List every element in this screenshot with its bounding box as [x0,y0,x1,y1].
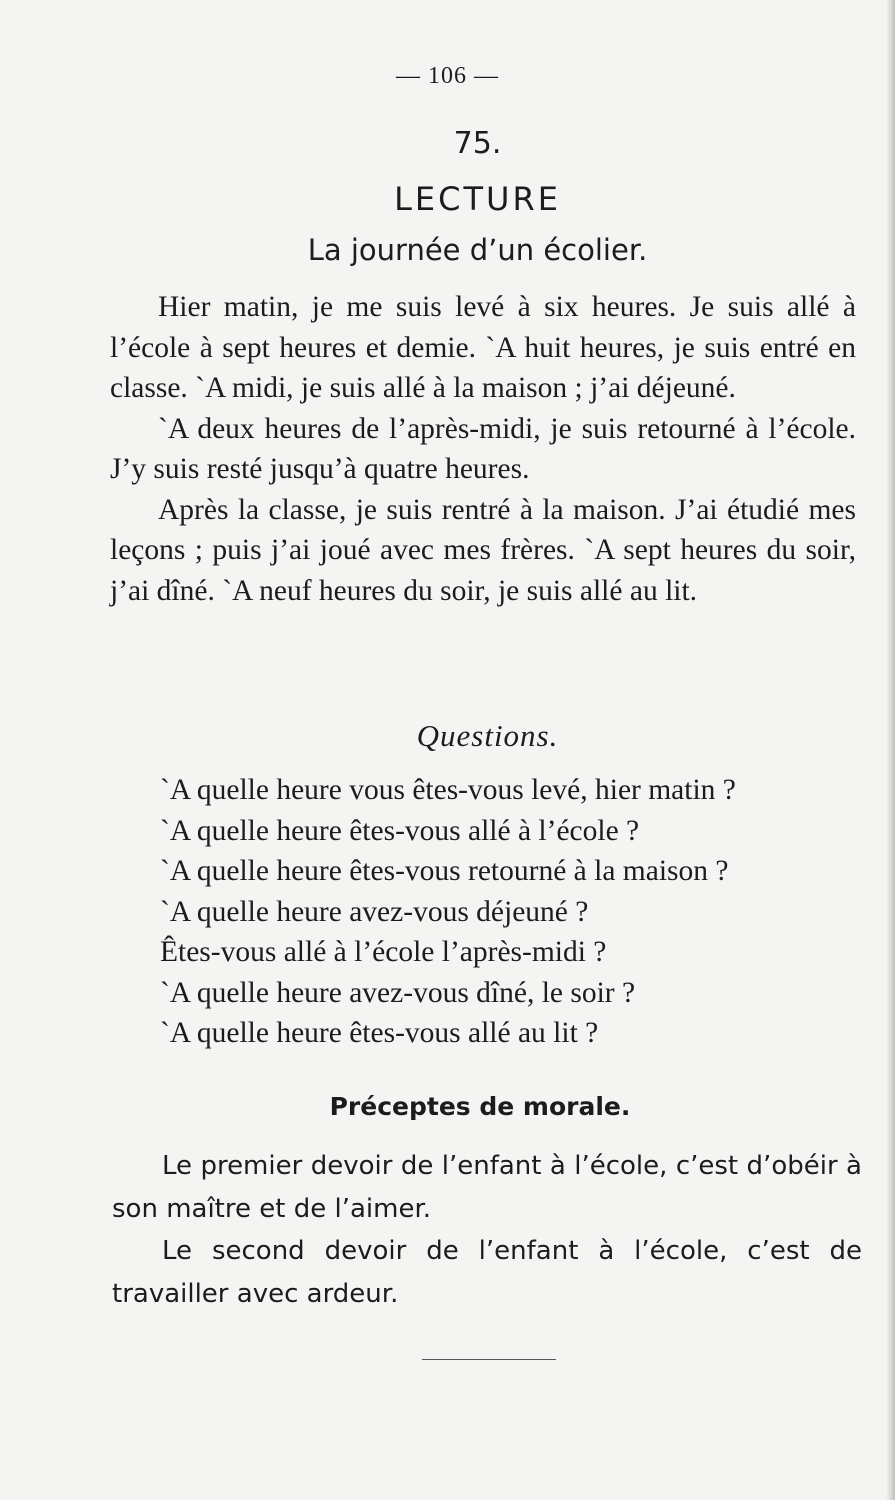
question-item: `A quelle heure avez-vous dîné, le soir ? [160,976,636,1009]
precepts-heading: Préceptes de morale. [329,1092,631,1121]
precept-paragraph: Le second devoir de l’enfant à l’école, c’est de travailler avec ardeur. [112,1236,862,1309]
question-item: `A quelle heure êtes-vous allé au lit ? [160,1017,599,1049]
lesson-title: La journée d’un écolier. [307,233,648,267]
question-item: `A quelle heure êtes-vous allé à l’école ? [160,814,640,847]
question-item: `A quelle heure êtes-vous retourné à la maison ? [160,855,729,887]
precept-paragraph: Le premier devoir de l’enfant à l’école, c’est d’obéir à son maître et de l’aimer. [112,1151,862,1224]
lesson-number: 75. [453,126,502,161]
reading-paragraph: Après la classe, je suis rentré à la maison. J’ai étudié mes leçons ; puis j’ai joué avec mes frères. `A sept heures du soir, j’ai dîné. `A neuf heures du soir, je suis allé au lit. [110,493,856,607]
questions-heading: Questions. [416,718,559,753]
reading-text [110,287,856,611]
page-number: — 106 — [396,63,499,89]
question-list [160,770,870,1054]
end-divider [422,1359,556,1360]
lesson-type-heading: LECTURE [394,180,561,218]
precepts-text [112,1145,862,1315]
question-item: Êtes-vous allé à l’école l’après-midi ? [160,936,607,968]
reading-paragraph: `A deux heures de l’après-midi, je suis retourné à l’école. J’y suis resté jusqu’à quatre heures. [110,412,856,485]
question-item: `A quelle heure avez-vous déjeuné ? [160,895,589,928]
question-item: `A quelle heure vous êtes-vous levé, hier matin ? [160,774,736,806]
reading-paragraph: Hier matin, je me suis levé à six heures. Je suis allé à l’école à sept heures et demie. `A huit heures, je suis entré en classe. `A midi, je suis allé à la maison ; j’ai déjeuné. [110,291,856,404]
